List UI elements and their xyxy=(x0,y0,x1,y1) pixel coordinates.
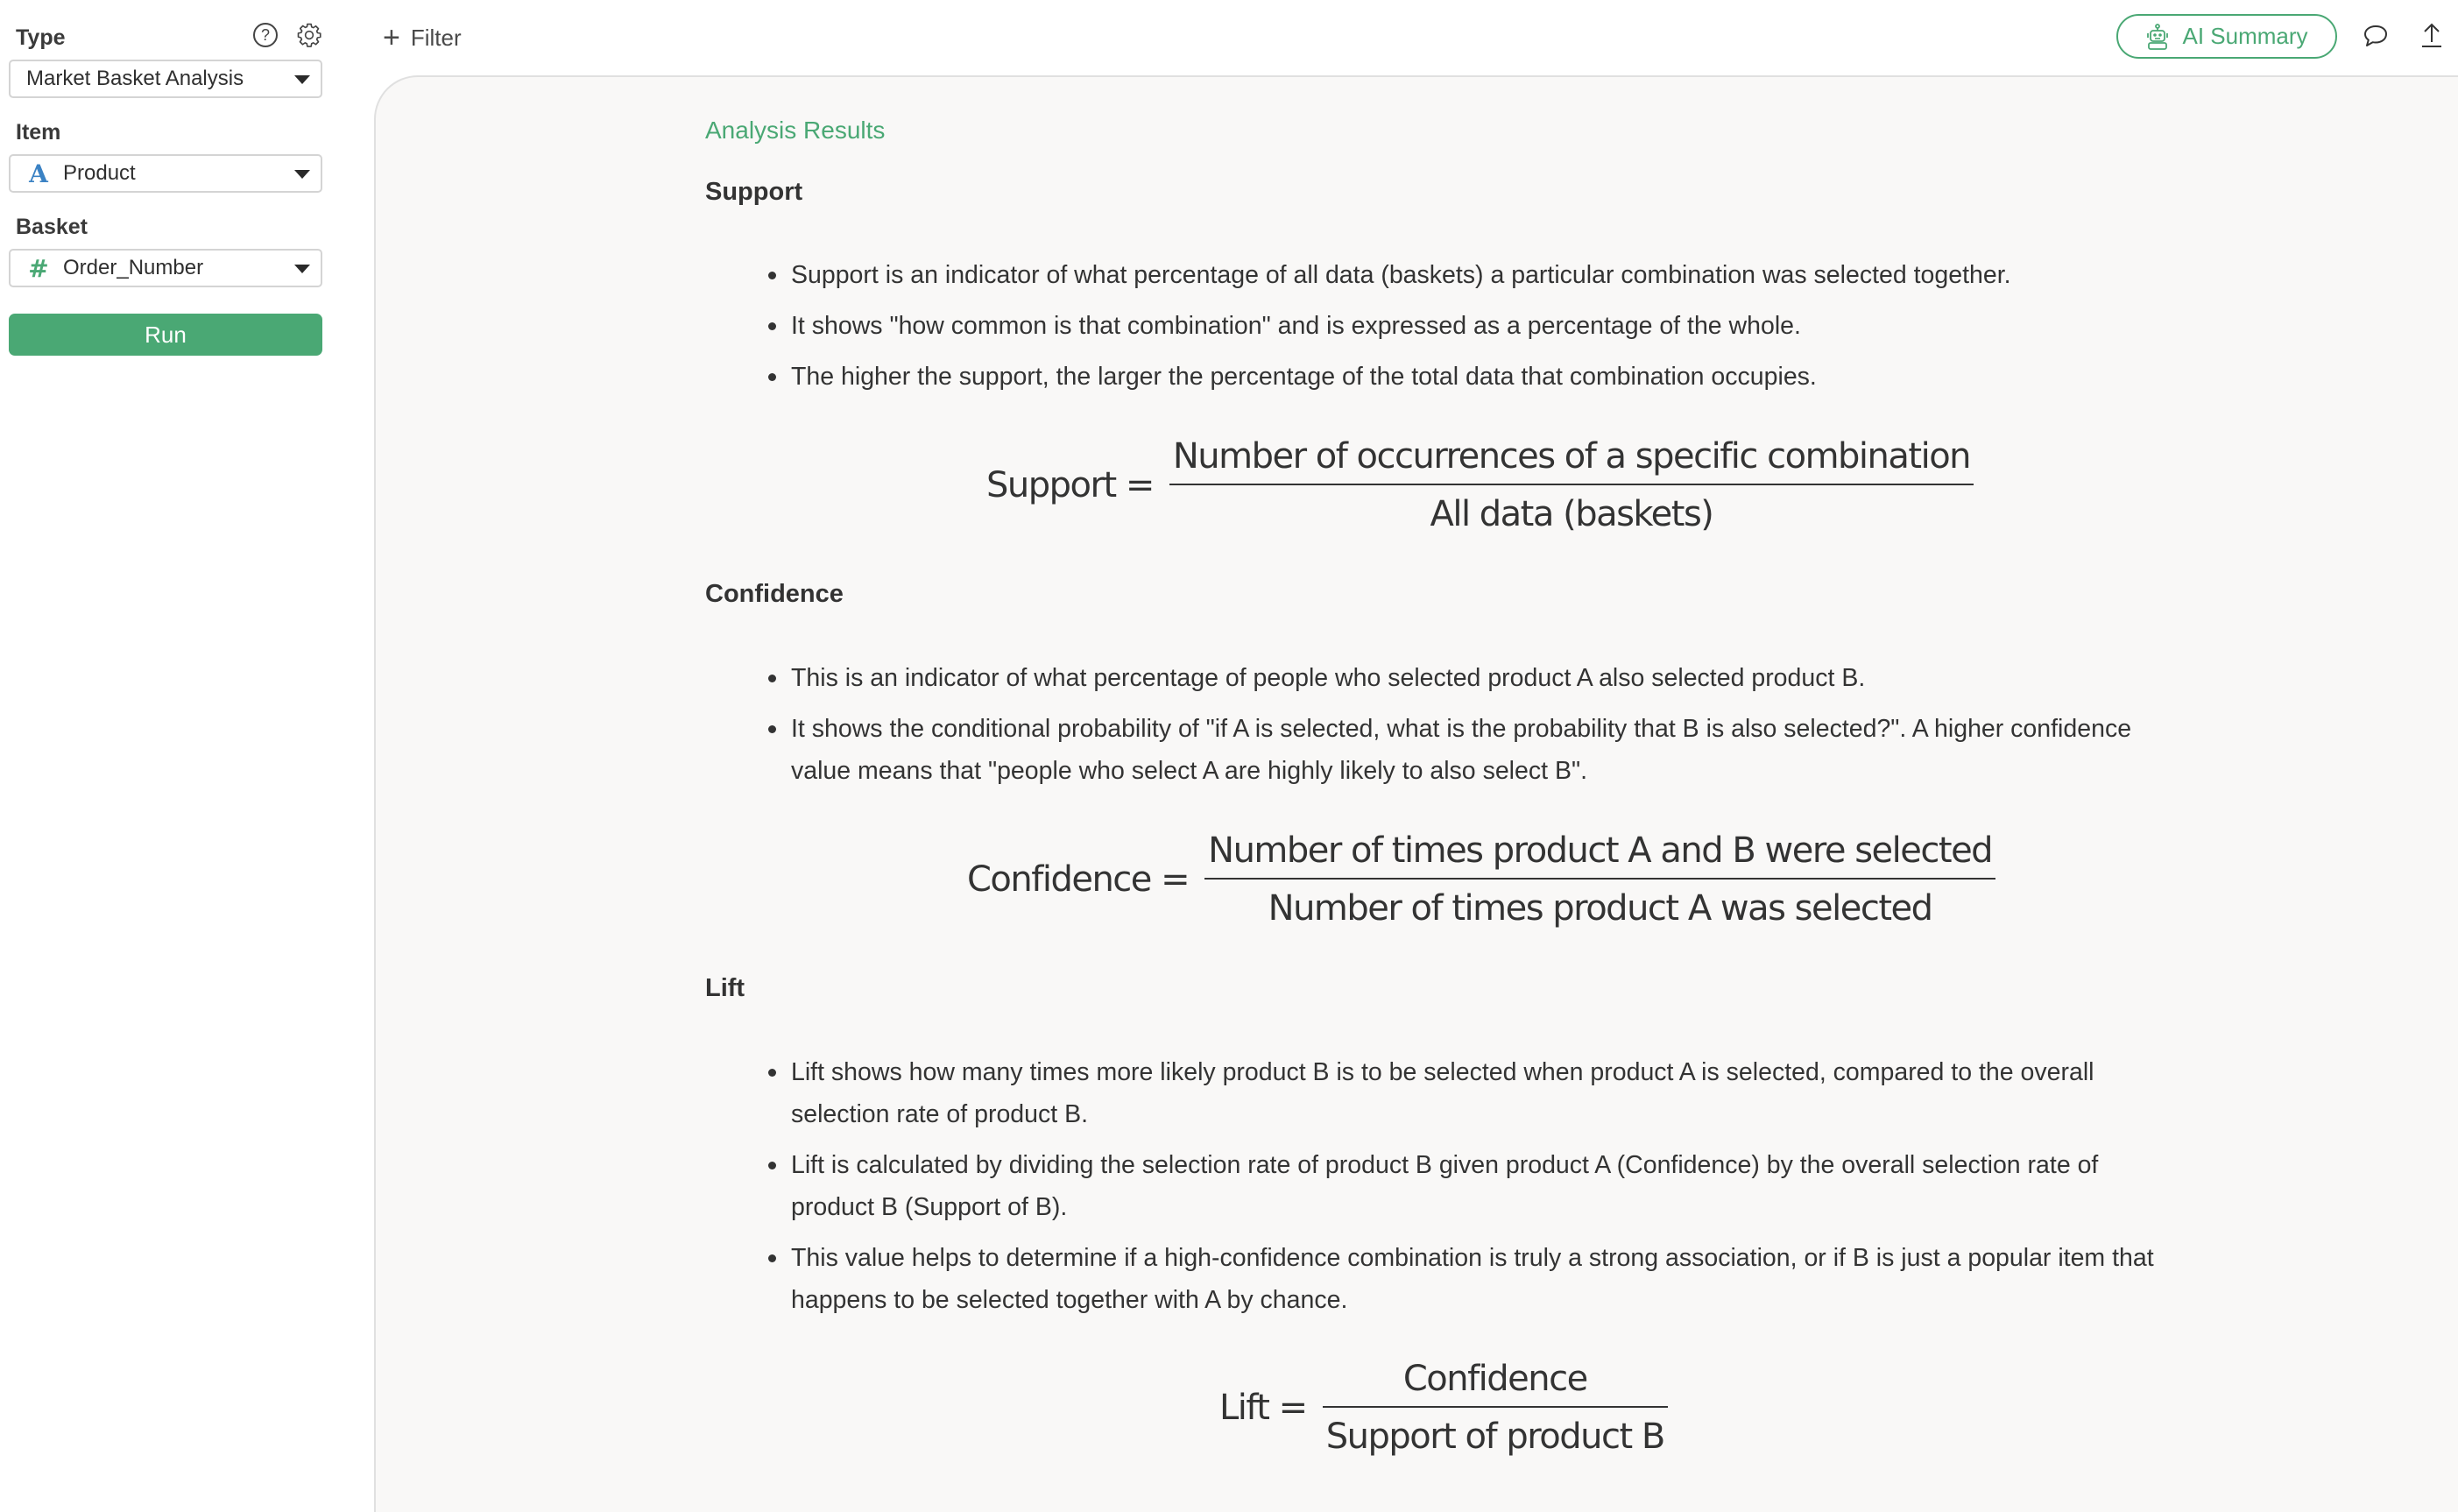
svg-text:?: ? xyxy=(260,26,271,44)
formula-lhs: Confidence = xyxy=(967,859,1190,900)
comment-icon xyxy=(2363,24,2389,48)
upload-icon xyxy=(2420,21,2443,49)
item-select[interactable] xyxy=(9,154,322,193)
formula-denominator: Number of times product A was selected xyxy=(1268,888,1932,929)
list-item: It shows "how common is that combination" and is expressed as a percentage of the whole. xyxy=(766,305,2168,347)
settings-button[interactable] xyxy=(296,22,322,53)
formula-numerator: Number of times product A and B were selected xyxy=(1208,830,1993,871)
support-heading: Support xyxy=(705,178,803,206)
item-select-value: Product xyxy=(63,161,136,185)
list-item: This value helps to determine if a high-confidence combination is truly a strong association, or if B is just a popular item that happens to be selected together with A by chance. xyxy=(766,1237,2168,1321)
list-item: Support is an indicator of what percentage of all data (baskets) a particular combination was selected together. xyxy=(766,254,2168,296)
support-bullets xyxy=(766,254,2168,406)
lift-formula xyxy=(1219,1359,1668,1457)
basket-select[interactable] xyxy=(9,249,322,287)
formula-lhs: Lift = xyxy=(1219,1388,1307,1428)
formula-denominator: Support of product B xyxy=(1325,1417,1664,1457)
add-filter-button[interactable] xyxy=(383,23,462,53)
question-circle-icon xyxy=(252,22,279,48)
list-item: Lift shows how many times more likely product B is to be selected when product A is selected, compared to the overall selection rate of product B. xyxy=(766,1051,2168,1135)
chevron-down-icon xyxy=(294,75,310,84)
formula-denominator: All data (baskets) xyxy=(1430,494,1713,534)
formula-numerator: Number of occurrences of a specific combination xyxy=(1172,436,1971,477)
formula-fraction xyxy=(1169,436,1974,534)
comment-button[interactable] xyxy=(2363,24,2389,53)
run-button[interactable]: Run xyxy=(9,314,322,356)
formula-lhs: Support = xyxy=(986,465,1154,505)
confidence-formula xyxy=(967,830,1995,929)
type-select-value: Market Basket Analysis xyxy=(26,67,244,90)
lift-bullets xyxy=(766,1051,2168,1330)
filter-label: Filter xyxy=(410,24,462,51)
sidebar xyxy=(0,0,372,1512)
export-button[interactable] xyxy=(2420,21,2443,53)
type-select[interactable] xyxy=(9,60,322,98)
chevron-down-icon xyxy=(294,265,310,273)
list-item: Lift is calculated by dividing the selection rate of product B given product A (Confidence) by the overall selection rate of product B (Support of B). xyxy=(766,1144,2168,1228)
formula-numerator: Confidence xyxy=(1402,1359,1587,1399)
support-formula xyxy=(986,436,1974,534)
basket-select-value: Order_Number xyxy=(63,256,204,279)
chevron-down-icon xyxy=(294,170,310,179)
ai-summary-label: AI Summary xyxy=(2182,23,2308,49)
list-item: The higher the support, the larger the percentage of the total data that combination occupies. xyxy=(766,356,2168,398)
help-button[interactable] xyxy=(252,22,279,53)
ai-summary-button[interactable] xyxy=(2116,14,2337,59)
basket-label: Basket xyxy=(16,215,88,239)
analysis-results-title: Analysis Results xyxy=(705,117,886,144)
lift-heading: Lift xyxy=(705,974,745,1002)
text-type-icon: A xyxy=(29,159,48,188)
item-label: Item xyxy=(16,120,61,145)
type-label: Type xyxy=(16,25,66,50)
plus-icon: + xyxy=(383,21,400,54)
formula-fraction xyxy=(1204,830,1995,929)
gear-icon xyxy=(296,22,322,48)
confidence-heading: Confidence xyxy=(705,580,844,608)
formula-fraction xyxy=(1323,1359,1668,1457)
confidence-bullets xyxy=(766,657,2168,801)
list-item: This is an indicator of what percentage of people who selected product A also selected product B. xyxy=(766,657,2168,699)
number-type-icon: # xyxy=(28,253,49,283)
robot-icon xyxy=(2145,24,2170,50)
list-item: It shows the conditional probability of "if A is selected, what is the probability that B is also selected?". A higher confidence value means that "people who select A are highly likely to also select B". xyxy=(766,708,2168,792)
